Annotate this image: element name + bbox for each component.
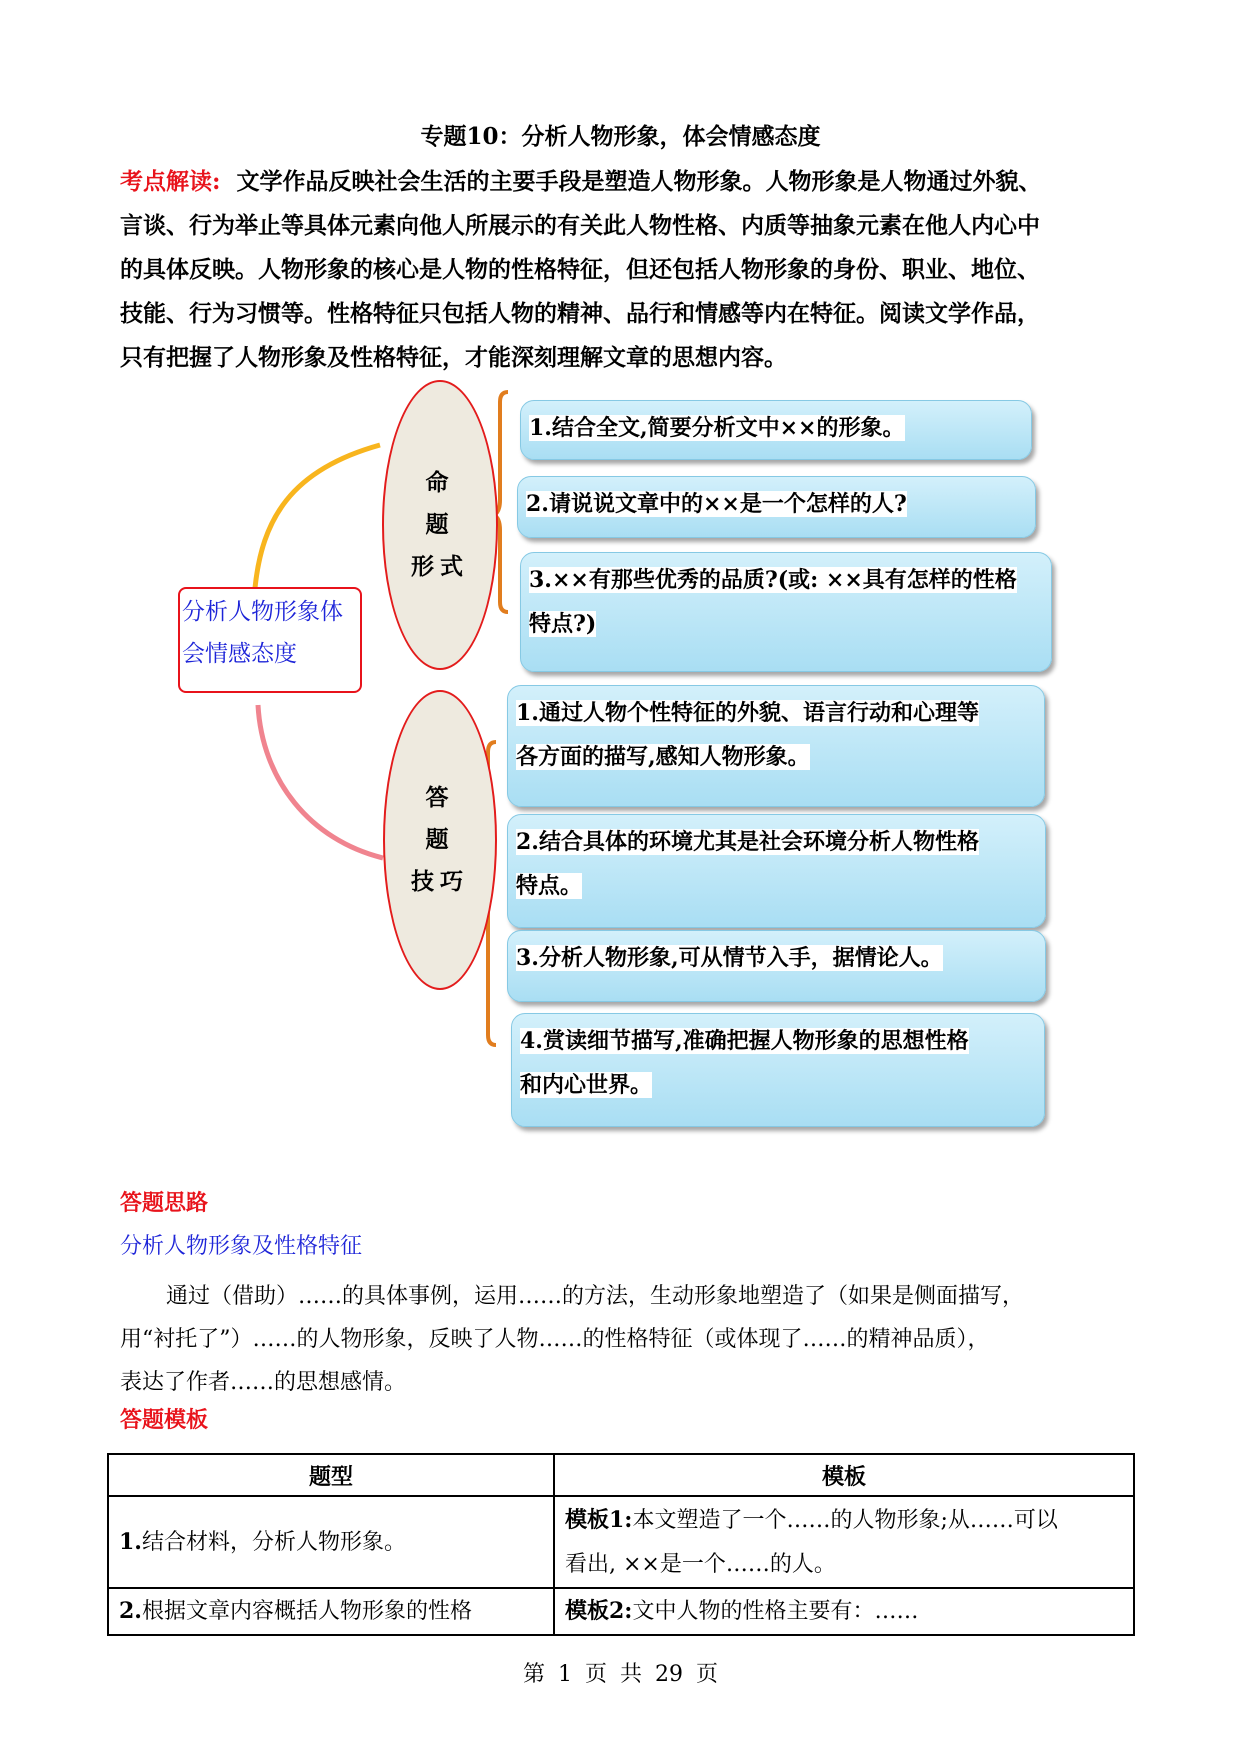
connector-root-branch1 [255, 445, 380, 588]
table-header-row [108, 1454, 1134, 1496]
item-text: 各方面的描写,感知人物形象。 [516, 744, 810, 770]
item-text: 3.××有那些优秀的品质?(或: ××具有怎样的性格 [529, 567, 1017, 593]
item-text: 2.请说说文章中的××是一个怎样的人? [526, 491, 907, 517]
branch-answer-skills [383, 690, 497, 990]
row-type-text: 结合材料，分析人物形象。 [141, 1529, 406, 1555]
row-number: 1. [119, 1528, 142, 1555]
question-form-item [517, 476, 1036, 538]
template-text: 本文塑造了一个……的人物形象;从……可以 [632, 1507, 1058, 1533]
item-text: 特点。 [516, 873, 583, 899]
answer-skill-item [507, 930, 1046, 1002]
intro-line: 只有把握了人物形象及性格特征，才能深刻理解文章的思想内容。 [120, 344, 787, 371]
cell-type [108, 1496, 554, 1588]
template-text: 看出, ××是一个……的人。 [565, 1551, 836, 1577]
page-footer: 第 1 页 共 29 页 [523, 1662, 718, 1687]
table-row [108, 1496, 1134, 1588]
column-header-template: 模板 [554, 1454, 1134, 1496]
answer-skill-item [511, 1013, 1045, 1127]
item-text: 和内心世界。 [520, 1072, 653, 1098]
item-text: 1.结合全文,简要分析文中××的形象。 [529, 415, 905, 441]
branch-label: 答 题 [425, 785, 455, 853]
cell-type [108, 1588, 554, 1635]
connector-root-branch2 [258, 705, 383, 858]
intro-line: 文学作品反映社会生活的主要手段是塑造人物形象。人物形象是人物通过外貌、 [236, 168, 1042, 195]
section-heading-template: 答题模板 [120, 1408, 209, 1433]
branch-question-forms [382, 380, 498, 670]
item-text: 4.赏读细节描写,准确把握人物形象的思想性格 [520, 1028, 969, 1054]
table-row [108, 1588, 1134, 1635]
thinking-line: 通过（借助）……的具体事例，运用……的方法，生动形象地塑造了（如果是侧面描写， [166, 1284, 1025, 1309]
thinking-paragraph [120, 1275, 1125, 1404]
template-label: 模板2: [565, 1598, 633, 1624]
intro-label: 考点解读: [120, 168, 221, 195]
item-text: 2.结合具体的环境尤其是社会环境分析人物性格 [516, 829, 979, 855]
section-heading-thinking: 答题思路 [120, 1191, 209, 1216]
row-type-text: 根据文章内容概括人物形象的性格 [141, 1599, 472, 1624]
item-text: 1.通过人物个性特征的外貌、语言行动和心理等 [516, 700, 979, 726]
intro-line: 技能、行为习惯等。性格特征只包括人物的精神、品行和情感等内在特征。阅读文学作品， [120, 300, 1040, 327]
page-title: 专题10：分析人物形象，体会情感态度 [420, 123, 821, 150]
answer-skill-item [507, 685, 1045, 807]
item-text: 特点?) [529, 611, 597, 637]
template-label: 模板1: [565, 1506, 633, 1533]
row-number: 2. [119, 1598, 142, 1624]
cell-template [554, 1496, 1134, 1588]
thinking-line: 用“衬托了”）……的人物形象，反映了人物……的性格特征（或体现了……的精神品质）， [120, 1327, 990, 1352]
cell-template [554, 1588, 1134, 1635]
root-line: 会情感态度 [182, 641, 297, 667]
branch-label: 命 题 [425, 470, 455, 538]
answer-skill-item [507, 814, 1046, 928]
question-form-item [520, 552, 1052, 672]
column-header-type: 题型 [108, 1454, 554, 1496]
template-table [107, 1453, 1135, 1636]
template-text: 文中人物的性格主要有：…… [632, 1599, 919, 1624]
thinking-line: 表达了作者……的思想感情。 [120, 1370, 407, 1395]
intro-line: 的具体反映。人物形象的核心是人物的性格特征，但还包括人物形象的身份、职业、地位、 [120, 256, 1040, 283]
question-form-item [520, 400, 1032, 460]
branch-label: 形式 [411, 554, 469, 580]
root-line: 分析人物形象体 [182, 599, 343, 625]
item-text: 3.分析人物形象,可从情节入手，据情论人。 [516, 945, 943, 971]
subheading-analysis: 分析人物形象及性格特征 [120, 1234, 363, 1259]
mindmap-root [178, 587, 362, 693]
branch-label: 技巧 [411, 869, 469, 895]
intro-line: 言谈、行为举止等具体元素向他人所展示的有关此人物性格、内质等抽象元素在他人内心中 [120, 212, 1040, 239]
